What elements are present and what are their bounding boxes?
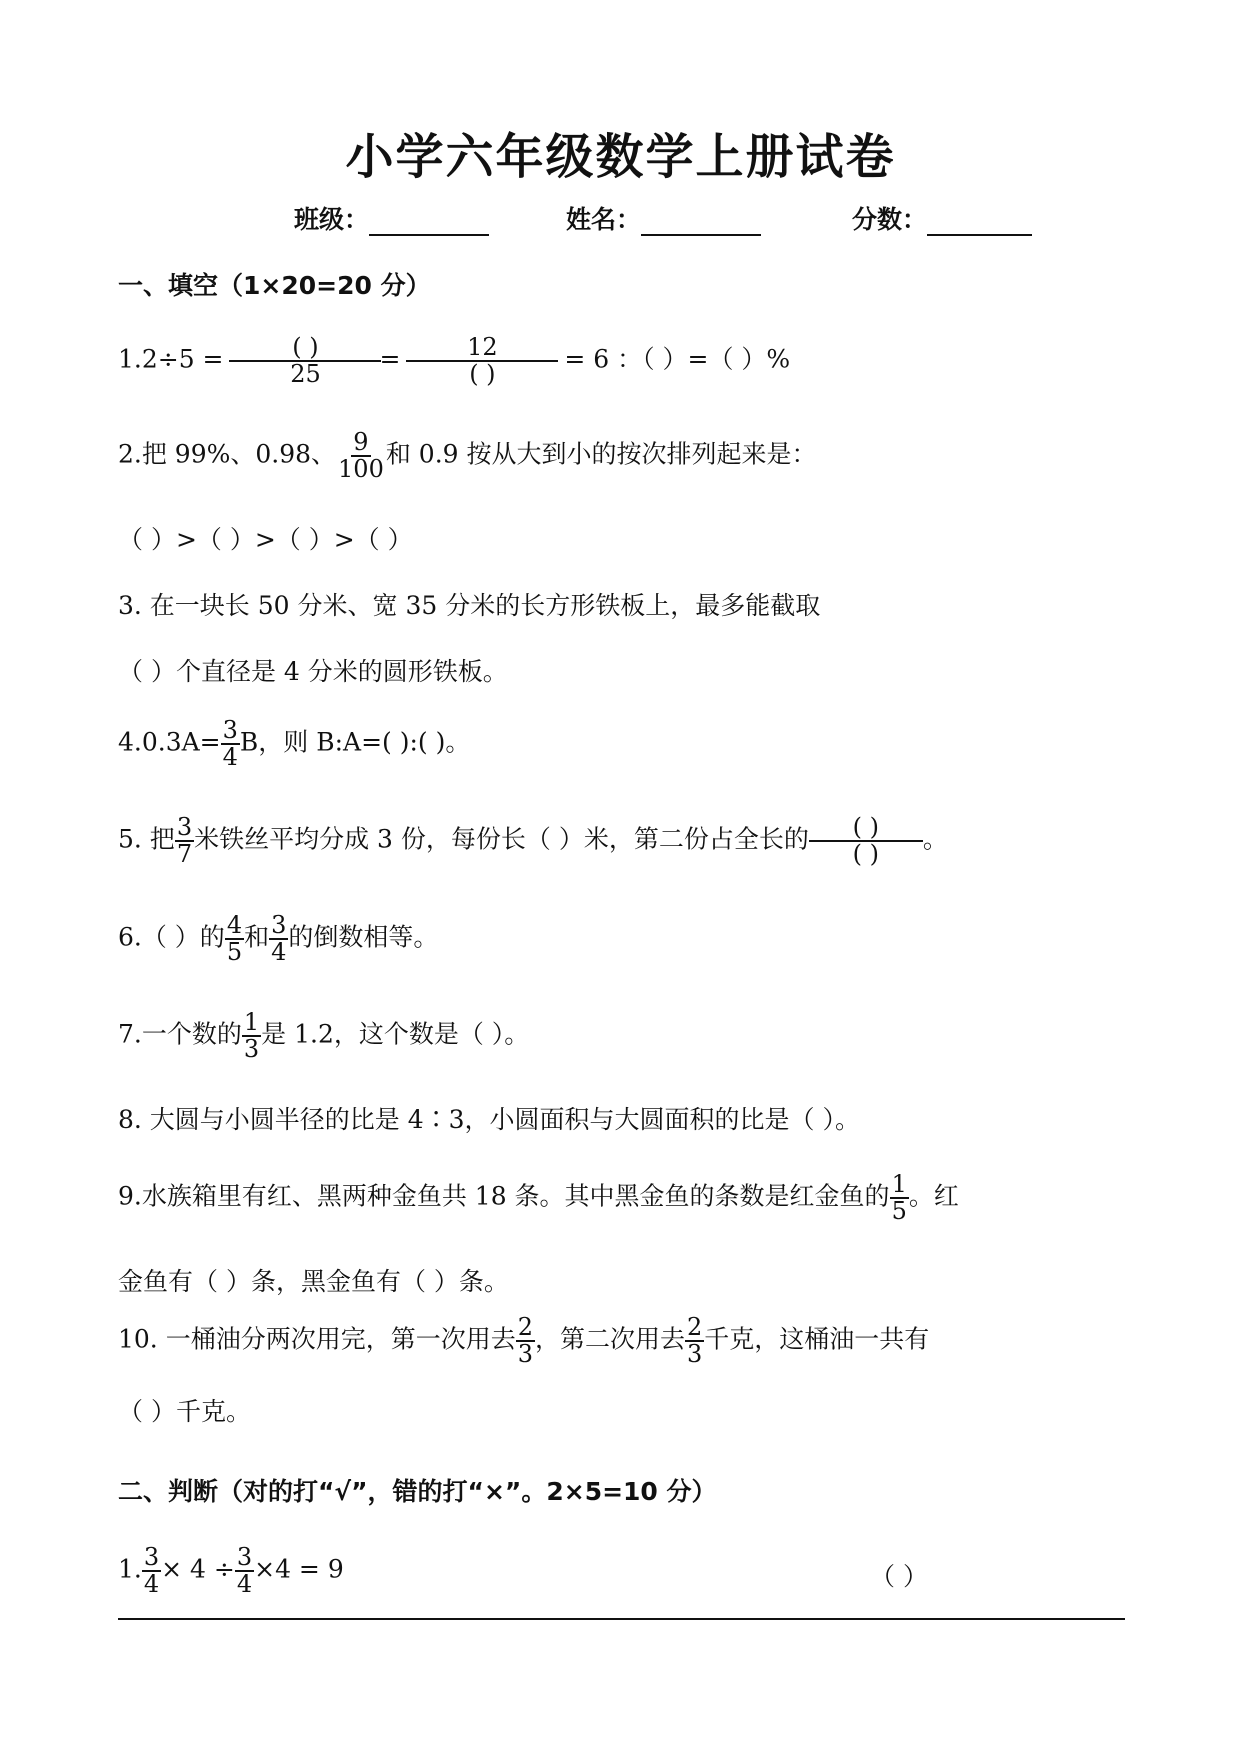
q4-fraction	[221, 718, 240, 770]
q7-f-num: 1	[243, 1008, 260, 1036]
q6-f1-den: 5	[226, 938, 243, 967]
name-label: 姓名：	[566, 205, 642, 234]
question-3-line2[interactable]: （ ）个直径是 4 分米的圆形铁板。	[118, 657, 508, 686]
question-2	[118, 430, 817, 482]
q10-middle: ，第二次用去	[535, 1324, 686, 1354]
q10-f1-den: 3	[517, 1340, 533, 1369]
q2-f-den: 100	[338, 455, 384, 484]
question-10-line2[interactable]: （ ）千克。	[118, 1397, 251, 1426]
q2-fraction	[336, 430, 386, 482]
j1-fraction-1	[142, 1545, 161, 1597]
bottom-rule	[118, 1618, 1125, 1620]
score-blank[interactable]	[927, 208, 1032, 236]
score-field	[852, 200, 1032, 236]
j1-f2-den: 4	[236, 1570, 253, 1599]
q1-f1-num[interactable]: ( )	[229, 335, 381, 362]
q9-f-den: 5	[891, 1197, 907, 1226]
q7-suffix[interactable]: 是 1.2，这个数是（ ）。	[261, 1019, 530, 1049]
class-label: 班级：	[294, 205, 370, 234]
j1-f2-num: 3	[236, 1543, 253, 1571]
class-field	[294, 200, 489, 236]
q6-f2-num: 3	[271, 911, 287, 939]
q7-f-den: 3	[243, 1035, 260, 1064]
j1-suffix: ×4 = 9	[254, 1554, 344, 1584]
q1-f2-num: 12	[406, 335, 558, 362]
score-label: 分数：	[852, 205, 928, 234]
q10-prefix: 10. 一桶油分两次用完，第一次用去	[118, 1324, 516, 1354]
q4-f-den: 4	[222, 743, 238, 772]
q2-suffix: 和 0.9 按从大到小的按次排列起来是：	[385, 439, 817, 469]
q6-suffix: 的倒数相等。	[288, 922, 439, 952]
question-7	[118, 1010, 529, 1062]
question-9	[118, 1172, 959, 1224]
q5-f-num: 3	[176, 813, 193, 841]
q6-middle: 和	[244, 922, 270, 952]
q10-fraction-1	[516, 1315, 535, 1367]
q5-f-den: 7	[176, 840, 193, 869]
name-blank[interactable]	[641, 208, 761, 236]
q5-f2-num[interactable]: ( )	[809, 815, 923, 842]
q1-fraction-1	[231, 335, 379, 387]
judgment-1	[118, 1545, 344, 1597]
j1-middle: × 4 ÷	[161, 1554, 235, 1584]
q1-f2-den[interactable]: ( )	[469, 360, 496, 389]
q10-f2-den: 3	[687, 1340, 703, 1369]
q5-prefix: 5. 把	[118, 824, 175, 854]
section1-heading: 一、填空（1×20=20 分）	[118, 271, 431, 300]
q6-f2-den: 4	[271, 938, 287, 967]
q1-prefix: 1.2÷5 =	[118, 344, 224, 374]
q5-middle[interactable]: 米铁丝平均分成 3 份，每份长（ ）米，第二份占全长的	[194, 824, 809, 854]
question-9-line2[interactable]: 金鱼有（ ）条，黑金鱼有（ ）条。	[118, 1267, 509, 1296]
q5-f2-den[interactable]: ( )	[852, 840, 880, 869]
question-5	[118, 815, 948, 867]
q9-prefix: 9.水族箱里有红、黑两种金鱼共 18 条。其中黑金鱼的条数是红金鱼的	[118, 1181, 890, 1211]
q10-suffix: 千克，这桶油一共有	[704, 1324, 930, 1354]
q4-prefix: 4.0.3A=	[118, 727, 221, 757]
q6-fraction-2	[269, 913, 288, 965]
q7-fraction	[242, 1010, 261, 1062]
q9-suffix: 。红	[908, 1181, 959, 1211]
question-3: 3. 在一块长 50 分米、宽 35 分米的长方形铁板上，最多能截取	[118, 591, 821, 620]
q4-suffix[interactable]: B，则 B:A=( ):( )。	[239, 727, 471, 757]
q1-eq1: =	[379, 344, 401, 374]
q9-fraction	[890, 1172, 909, 1224]
q1-f1-den: 25	[290, 360, 321, 389]
question-6	[118, 913, 438, 965]
page-title: 小学六年级数学上册试卷	[345, 129, 896, 185]
judgment-1-answer[interactable]: （ ）	[870, 1562, 928, 1591]
q9-f-num: 1	[891, 1170, 907, 1198]
q6-f1-num: 4	[226, 911, 243, 939]
question-1	[118, 335, 790, 387]
question-4	[118, 718, 470, 770]
q2-prefix: 2.把 99%、0.98、	[118, 439, 337, 469]
class-blank[interactable]	[369, 208, 489, 236]
q10-f2-num: 2	[687, 1313, 703, 1341]
j1-f1-num: 3	[143, 1543, 160, 1571]
question-10	[118, 1315, 929, 1367]
j1-fraction-2	[235, 1545, 254, 1597]
q6-fraction-1	[225, 913, 244, 965]
q5-fraction-1	[175, 815, 194, 867]
q5-fraction-2	[809, 815, 923, 867]
question-2-answer-line[interactable]: （ ）>（ ）>（ ）>（ ）	[118, 525, 413, 554]
q4-f-num: 3	[222, 716, 238, 744]
q2-f-num: 9	[353, 428, 369, 456]
question-8[interactable]: 8. 大圆与小圆半径的比是 4∶3，小圆面积与大圆面积的比是（ ）。	[118, 1105, 861, 1134]
q7-prefix: 7.一个数的	[118, 1019, 242, 1049]
q5-suffix: 。	[922, 824, 948, 854]
j1-prefix: 1.	[118, 1554, 142, 1584]
q1-fraction-2	[408, 335, 556, 387]
q10-f1-num: 2	[517, 1313, 533, 1341]
q10-fraction-2	[685, 1315, 704, 1367]
j1-f1-den: 4	[143, 1570, 160, 1599]
section2-heading: 二、判断（对的打“√”，错的打“×”。2×5=10 分）	[118, 1477, 717, 1506]
q6-prefix[interactable]: 6.（ ）的	[118, 922, 225, 952]
q1-suffix[interactable]: = 6 ：（ ）=（ ）%	[564, 344, 791, 374]
name-field	[566, 200, 761, 236]
